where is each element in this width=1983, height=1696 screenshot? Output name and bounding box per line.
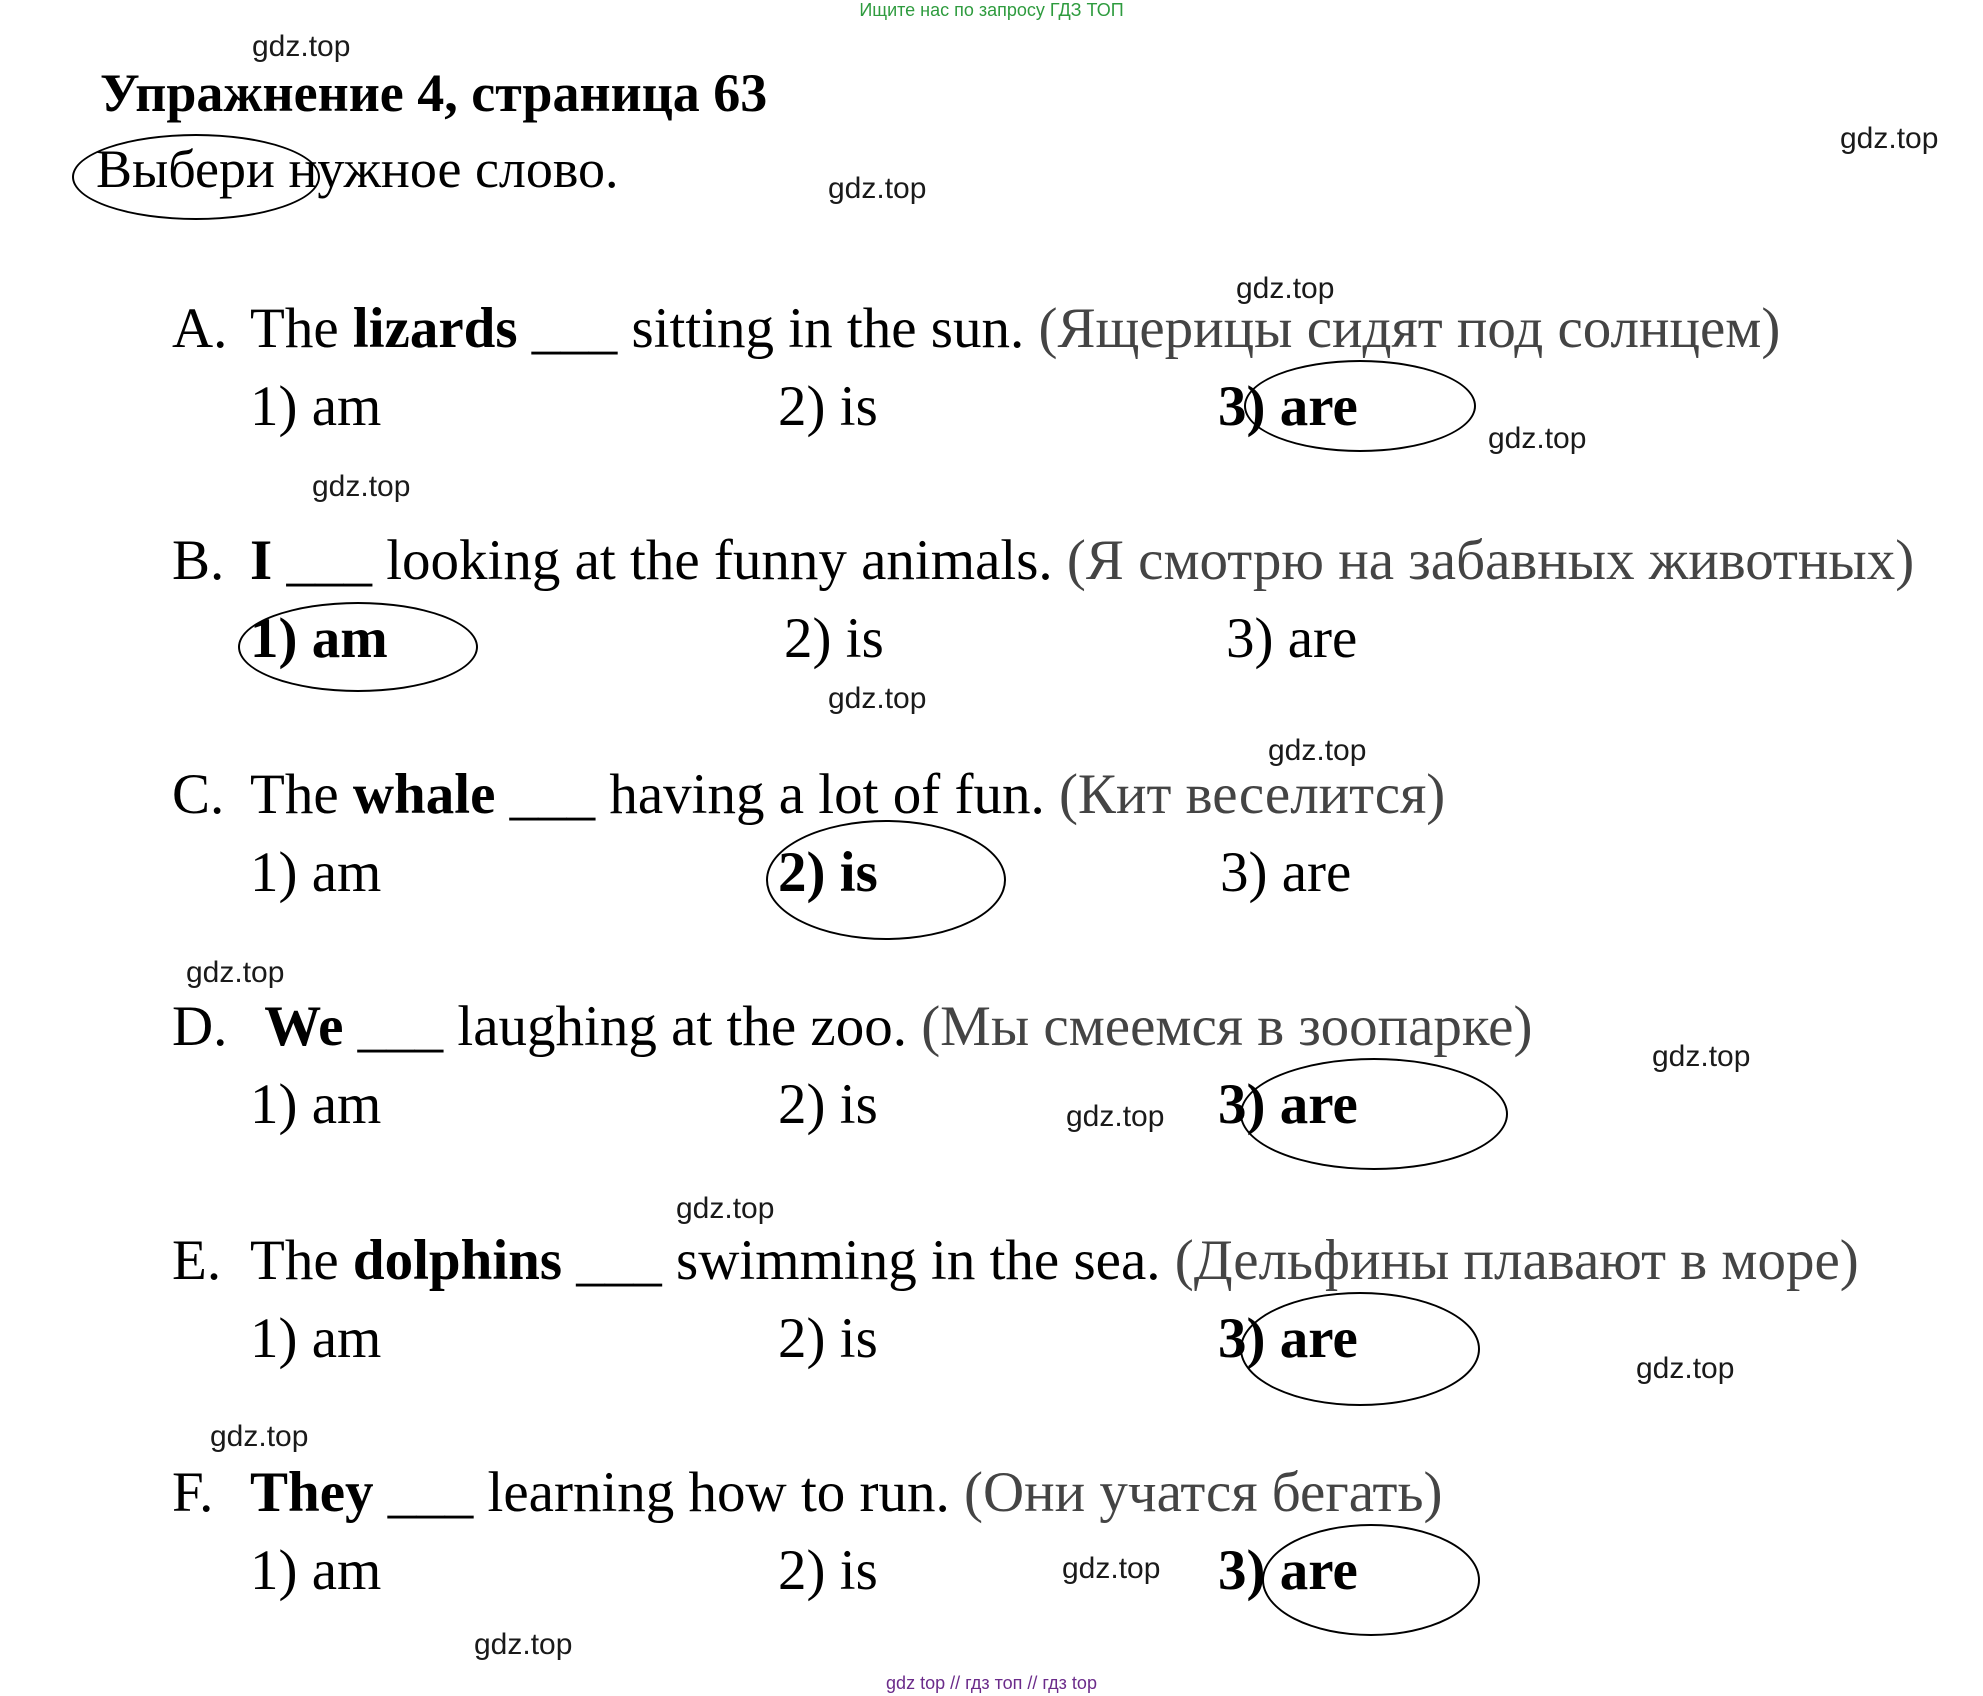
watermark: gdz.top — [1840, 122, 1939, 155]
question-translation: (Они учатся бегать) — [964, 1461, 1443, 1524]
instruction-circled-word: Выбери — [96, 139, 275, 199]
option-a-1[interactable]: 1) am — [250, 375, 382, 438]
question-translation: (Я смотрю на забавных животных) — [1066, 529, 1915, 592]
question-pre: The — [250, 1229, 353, 1292]
question-translation: (Дельфины плавают в море) — [1174, 1229, 1859, 1292]
question-f — [172, 1460, 1442, 1525]
option-f-1[interactable]: 1) am — [250, 1539, 382, 1602]
option-c-3[interactable]: 3) are — [1220, 841, 1352, 904]
watermark: gdz.top — [1066, 1100, 1165, 1133]
question-e — [172, 1228, 1859, 1293]
instruction-rest: нужное слово. — [274, 139, 619, 199]
option-c-1[interactable]: 1) am — [250, 841, 382, 904]
instruction — [96, 138, 619, 200]
option-e-3-selected[interactable]: 3) are — [1218, 1307, 1358, 1370]
question-letter: D. — [172, 995, 228, 1058]
question-subject: dolphins — [352, 1229, 563, 1292]
question-a — [172, 296, 1780, 361]
top-banner: Ищите нас по запросу ГДЗ ТОП — [859, 0, 1124, 20]
option-e-2[interactable]: 2) is — [778, 1307, 878, 1370]
watermark: gdz.top — [676, 1192, 775, 1225]
option-c-2-selected[interactable]: 2) is — [778, 841, 878, 904]
question-pre — [250, 995, 264, 1058]
question-translation: (Ящерицы сидят под солнцем) — [1038, 297, 1781, 360]
watermark: gdz.top — [1062, 1552, 1161, 1585]
question-letter: A. — [172, 297, 228, 360]
question-b — [172, 528, 1914, 593]
watermark: gdz.top — [210, 1420, 309, 1453]
question-letter: F. — [172, 1461, 214, 1524]
question-translation: (Кит веселится) — [1058, 763, 1446, 826]
watermark: gdz.top — [312, 470, 411, 503]
option-b-3[interactable]: 3) are — [1226, 607, 1358, 670]
option-f-2[interactable]: 2) is — [778, 1539, 878, 1602]
option-d-1[interactable]: 1) am — [250, 1073, 382, 1136]
question-letter: E. — [172, 1229, 222, 1292]
option-e-1[interactable]: 1) am — [250, 1307, 382, 1370]
watermark: gdz.top — [1268, 734, 1367, 767]
option-d-2[interactable]: 2) is — [778, 1073, 878, 1136]
page-title: Упражнение 4, страница 63 — [100, 63, 768, 123]
question-text: ___ having a lot of fun. — [495, 763, 1059, 826]
watermark: gdz.top — [1636, 1352, 1735, 1385]
watermark: gdz.top — [828, 682, 927, 715]
question-pre: The — [250, 297, 353, 360]
watermark: gdz.top — [252, 30, 351, 63]
question-subject: whale — [352, 763, 496, 826]
question-d — [172, 994, 1532, 1059]
question-subject: They — [250, 1461, 374, 1524]
option-a-3-selected[interactable]: 3) are — [1218, 375, 1358, 438]
watermark: gdz.top — [828, 172, 927, 205]
option-b-2[interactable]: 2) is — [784, 607, 884, 670]
question-text: ___ laughing at the zoo. — [343, 995, 922, 1058]
question-letter: C. — [172, 763, 225, 826]
watermark: gdz.top — [1488, 422, 1587, 455]
watermark: gdz.top — [186, 956, 285, 989]
option-f-3-selected[interactable]: 3) are — [1218, 1539, 1358, 1602]
option-a-2[interactable]: 2) is — [778, 375, 878, 438]
watermark: gdz.top — [1236, 272, 1335, 305]
question-pre: The — [250, 763, 353, 826]
option-d-3-selected[interactable]: 3) are — [1218, 1073, 1358, 1136]
question-text: ___ learning how to run. — [373, 1461, 965, 1524]
footer-watermark: gdz top // гдз топ // гдз top — [886, 1673, 1097, 1693]
question-text: ___ looking at the funny animals. — [272, 529, 1067, 592]
question-letter: B. — [172, 529, 225, 592]
question-translation: (Мы смеемся в зоопарке) — [921, 995, 1533, 1058]
watermark: gdz.top — [474, 1628, 573, 1661]
question-subject: lizards — [352, 297, 518, 360]
option-b-1-selected[interactable]: 1) am — [250, 607, 388, 670]
question-subject: I — [250, 529, 273, 592]
question-text: ___ sitting in the sun. — [517, 297, 1039, 360]
watermark: gdz.top — [1652, 1040, 1751, 1073]
question-text: ___ swimming in the sea. — [562, 1229, 1175, 1292]
question-c — [172, 762, 1445, 827]
question-subject: We — [264, 995, 344, 1058]
